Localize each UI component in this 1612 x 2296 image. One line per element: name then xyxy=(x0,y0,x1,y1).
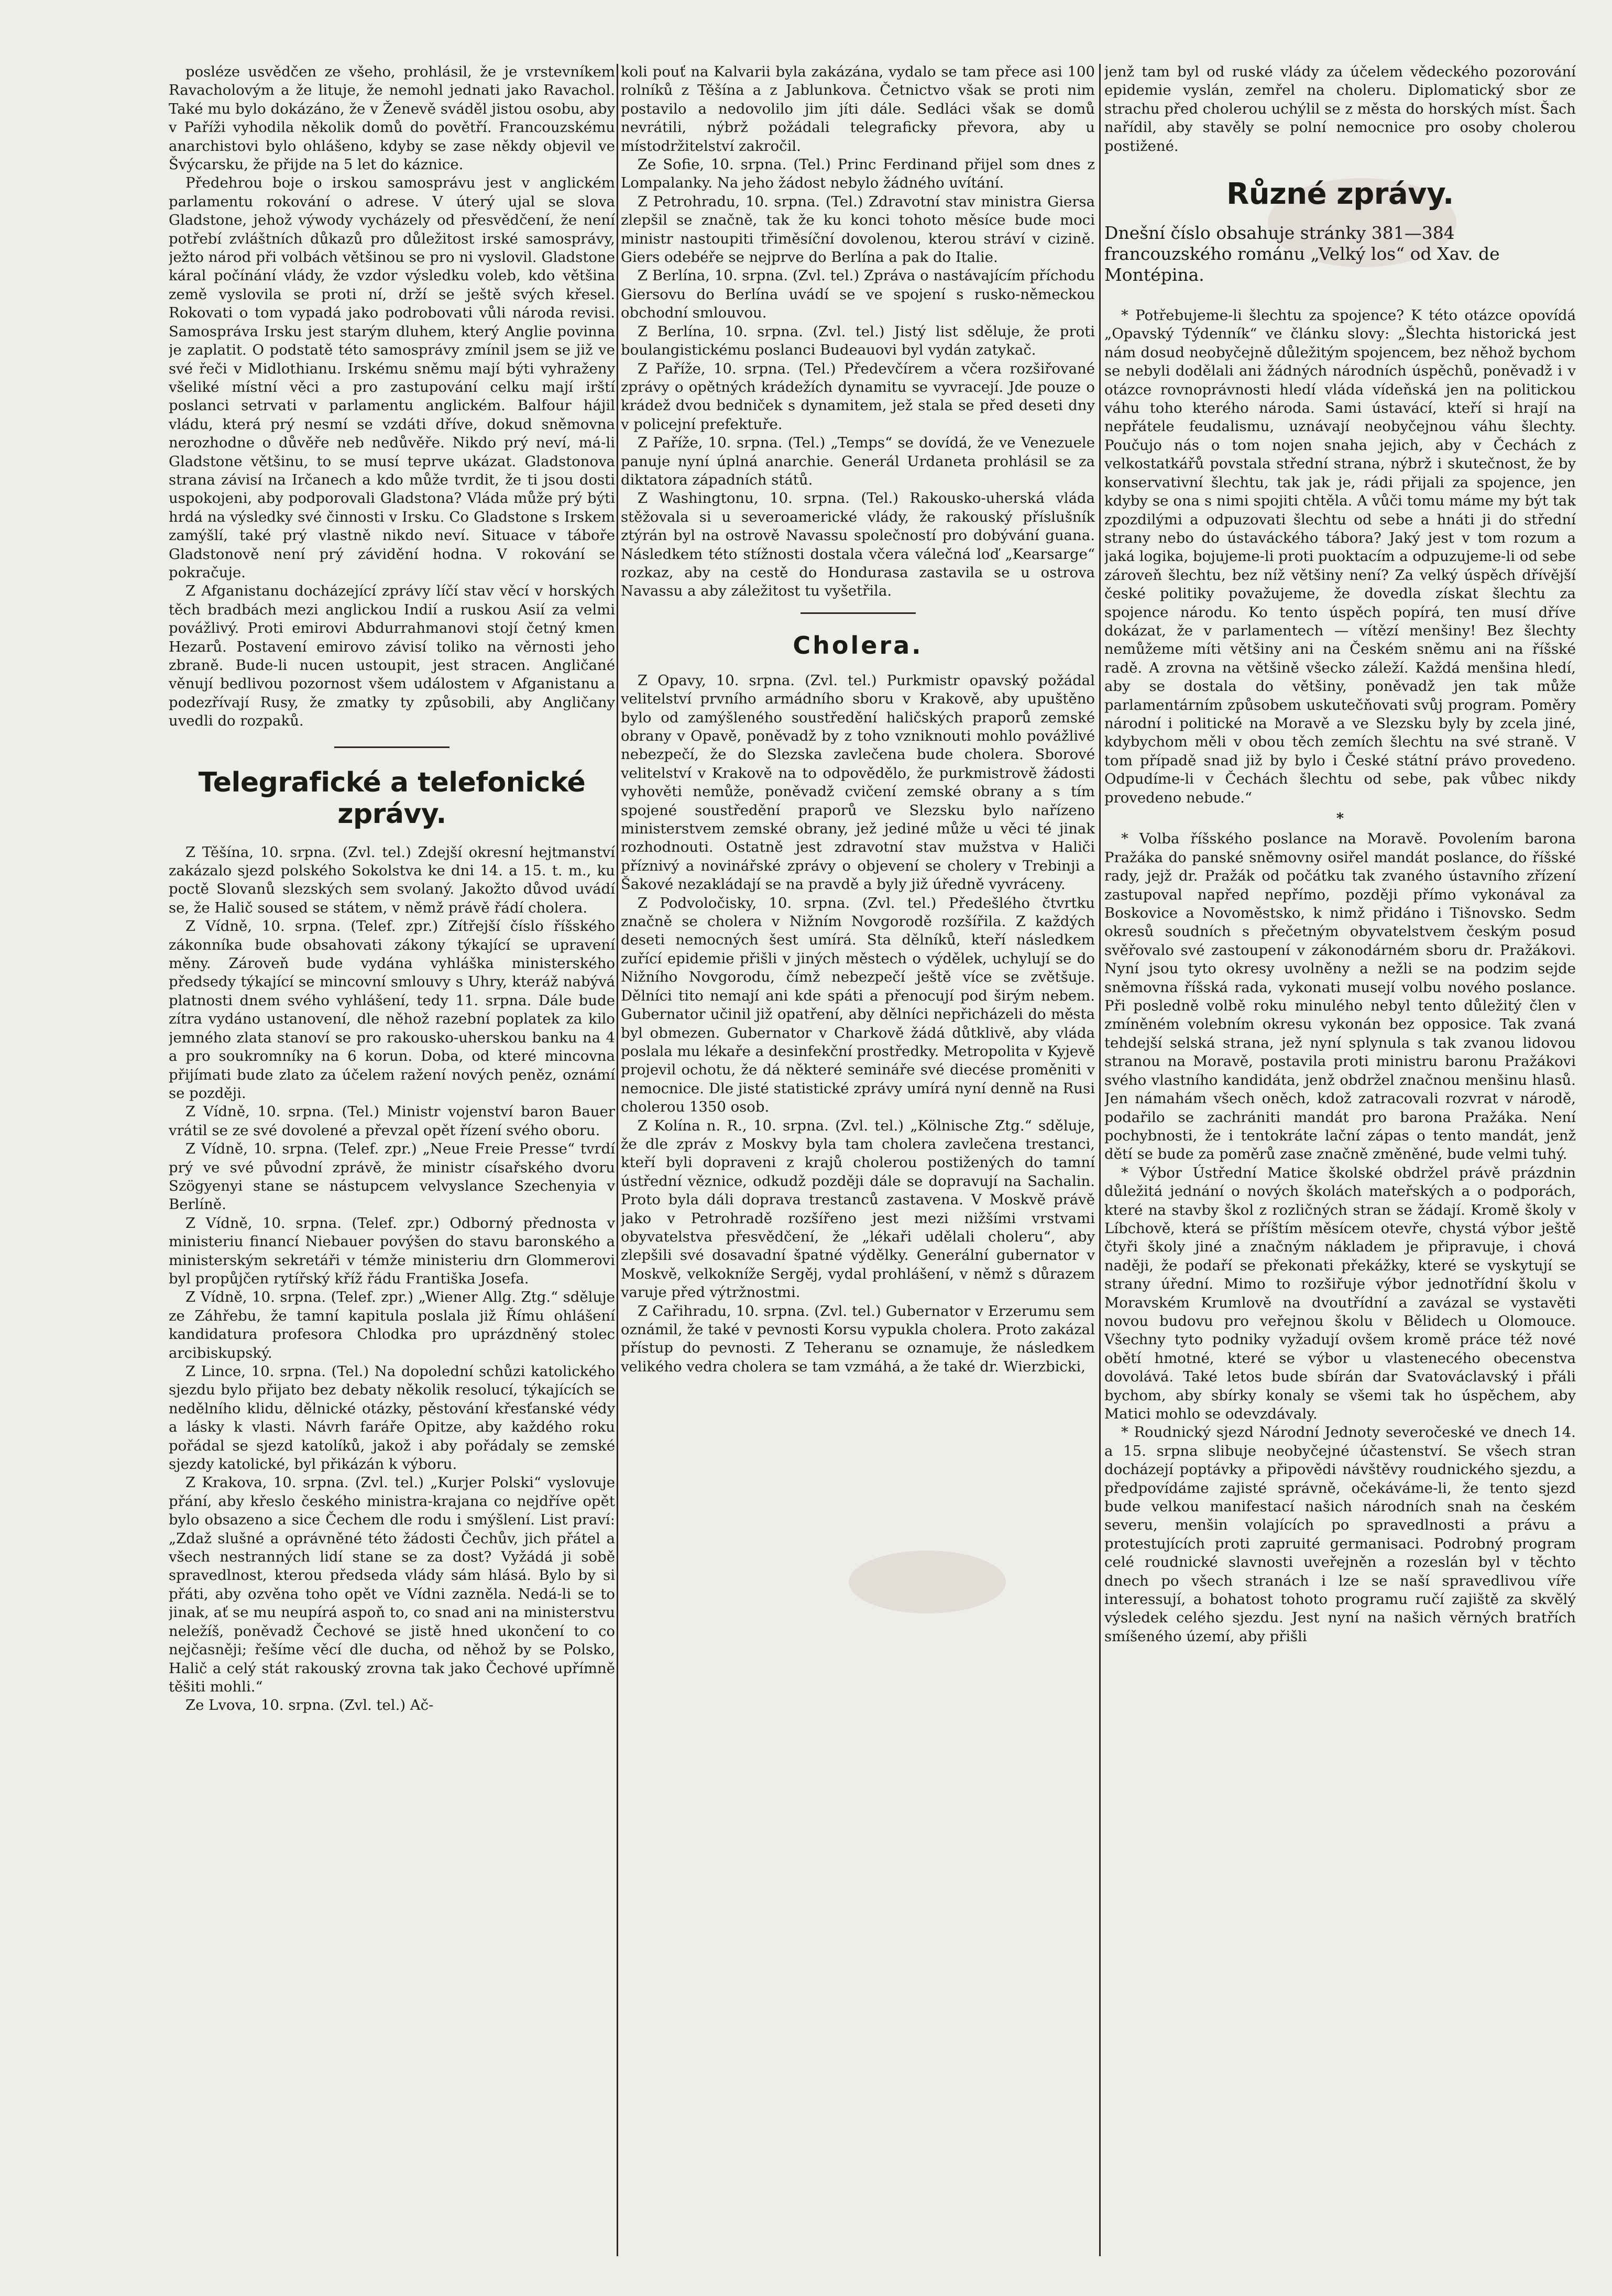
section-heading: Telegrafické a telefonické zprávy. xyxy=(198,766,586,830)
news-item: * Roudnický sjezd Národní Jednoty severočeské ve dnech 14. a 15. srpna slibuje neobyčejné účastenství. Se všech stran docházejí poptávky a připovědi návštěvy roudnického sjezdu, a předpovídáme zajisté správně, očekáváme-li, že tento sjezd bude velkou manifestací našich národních snah na českém severu, menšin volajících po spravedlnosti a právu a protestujících proti zapruité germanisaci. Podrobný program celé roudnické slavnosti uveřejněn a rozeslán byl v těchto dnech po všech stranách i lze se naší spravedlivou víře interessují, a bohatost tohoto programu ručí zajiště za skvělý výsledek celého sjezdu. Jest nyní na našich věrných bratřích smíšeného území, aby přišli xyxy=(1104,1424,1576,1645)
news-item: Z Vídně, 10. srpna. (Telef. zpr.) Odborný přednosta v ministeriu financí Niebauer povýšen do stavu baronského a ministerským sekretáři v témže ministeriu drn Glommerovi byl propůjčen rytířský kříž řádu Františka Josefa. xyxy=(169,1214,615,1287)
news-item: Z Washingtonu, 10. srpna. (Tel.) Rakousko-uherská vláda stěžovala si u severoamerické vlády, že rakouský příslušník ztýrán byl na ostrově Navassu společností pro dobývání guana. Následkem této stížnosti dostala včera válečná loď „Kearsarge“ rozkaz, aby na cestě do Hondurasa zastavila se u ostrova Navassu a aby záležitost tu vyšetřila. xyxy=(621,490,1095,600)
column-rule xyxy=(1099,64,1101,2256)
news-item: Ze Sofie, 10. srpna. (Tel.) Princ Ferdinand přijel som dnes z Lompalanky. Na jeho žádost nebylo žádného uvítání. xyxy=(621,156,1095,192)
column-2 xyxy=(621,63,1095,2258)
article-paragraph: Z Afganistanu docházející zprávy líčí stav věcí v horských těch bradbách mezi anglickou Indií a ruskou Asií za velmi povážlivý. Proti emirovi Abdurrahmanovi stojí četný kmen Hezarů. Postavení emirovo závisí toliko na věrnosti jeho zbraně. Bude-li nucen ustoupit, jest stracen. Angličané věnují bedlivou pozornost všem událostem v Afganistanu a podezřívají Rusy, že zmatky ty způsobili, aby Angličany uvedli do rozpaků. xyxy=(169,583,615,730)
news-item: Z Cařihradu, 10. srpna. (Zvl. tel.) Gubernator v Erzerumu sem oznámil, že také v pevnosti Korsu vypukla cholera. Proto zakázal přístup do pevnosti. Z Teheranu se oznamuje, že následkem velikého vedra cholera se tam vzmáhá, a že také dr. Wierzbicki, xyxy=(621,1302,1095,1375)
column-1 xyxy=(169,63,615,2258)
article-paragraph: Předehrou boje o irskou samosprávu jest v anglickém parlamentu rokování o adrese. V úterý ujal se slova Gladstone, jehož výwody vycházely od přesvědčení, že není potřebí zvláštních důkazů pro důležitost irské samosprávy, ježto národ při volbách většinou se pro ni vyslovil. Gladstone káral počínání vlády, že vzdor výsledku voleb, kdo většina země vyslovila se proti ní, drží se ještě svých křesel. Rokovati o tom vypadá jako podrobovati vůli národa revisi. Samospráva Irsku jest starým dluhem, který Anglie povinna je zaplatit. O podstatě této samosprávy zmínil jsem se již ve své řeči v Midlothianu. Irskému sněmu mají býti vyhraženy všeliké místní věci a pro zastupování celku mají irští poslanci setrvati v parlamentu anglickém. Balfour hájil vládu, která prý nesmí se vzdáti dříve, dokud sněmovna nerozhodne o důvěře neb nedůvěře. Nikdo prý neví, má-li Gladstone většinu, to se musí teprve ukázat. Gladstonova strana závisí na Irčanech a kdo může tvrdit, že ti jsou dosti uspokojeni, aby podporovali Gladstona? Vláda může prý býti hrdá na výsledky své činnosti v Irsku. Co Gladstone s Irskem zamýšlí, také prý vlastně nikdo neví. Situace v táboře Gladstonově není prý závidění hodna. V rokování se pokračuje. xyxy=(169,174,615,581)
news-item: Z Vídně, 10. srpna. (Telef. zpr.) Zítřejší číslo říšského zákonníka bude obsahovati zákony týkající se upravení měny. Zároveň bude vydána vyhláška ministerského předsedy týkající se mincovní smlouvy s Uhry, kteráž nabývá platnosti dnem svého vyhlášení, tedy 11. srpna. Dále bude zítra vydáno ustanovení, dle něhož razební poplatek za kilo jemného zlata stanoví se pro rakousko-uherskou banku na 4 a pro soukromníky na 6 korun. Doba, od které mincovna přijímati bude zlato za účelem ražení nových peněz, oznámí se později. xyxy=(169,918,615,1102)
section-heading: Cholera. xyxy=(793,631,923,660)
news-item: Ze Lvova, 10. srpna. (Zvl. tel.) Ač- xyxy=(185,1697,434,1714)
column-3 xyxy=(1104,63,1576,2258)
news-item: Z Podvoločisky, 10. srpna. (Zvl. tel.) Předešlého čtvrtku značně se cholera v Nižním Novgorodě rozšířila. Z každých deseti nemocných šest umírá. Sta dělníků, kteří následkem zuřící epidemie přišli v jiných městech o výdělek, uchylují se do Nižního Novgorodu, čímž nebezpečí ještě více se zvětšuje. Dělníci tito nemají ani kde spáti a přenocují pod širým nebem. Gubernator učinil již opatření, aby dělníci nepřicházeli do města byl obmezen. Gubernator v Charkově žádá důtklivě, aby vláda poslala mu lékaře a desinfekční prostředky. Metropolita v Kyjevě projevil ochotu, že dá některé semináře své diecése proměniti v nemocnice. Dle jisté statistické zprávy umírá nyní denně na Rusi cholerou 1350 osob. xyxy=(621,894,1095,1116)
news-item: Z Kolína n. R., 10. srpna. (Zvl. tel.) „Kölnische Ztg.“ sděluje, že dle zpráv z Moskvy byla tam cholera zavlečena trestanci, kteří byli dopraveni z krajů cholerou postižených do tamní ústřední věznice, odkudž později dále se dopravují na Sachalin. Proto byla dáli doprava trestanců zastavena. V Moskvě právě jako v Petrohradě rozšířeno jest mezi nižšími vrstvami obyvatelstva přesvědčení, že „lékaři udělali choleru“, aby zlepšili své dosavadní špatné výdělky. Generální gubernator v Moskvě, velkokníže Sergěj, vydal prohlášení, v němž s důrazem varuje před výtržnostmi. xyxy=(621,1117,1095,1301)
article-paragraph: koli pouť na Kalvarii byla zakázána, vydalo se tam přece asi 100 rolníků z Těšína a z Jablunkova. Četnictvo však se proti nim postavilo a nedovolilo jim jíti dále. Sedláci však se domů nevrátili, nýbrž požádali telegraficky převora, aby u místodržitelství zakročil. xyxy=(621,63,1095,155)
news-item: Z Paříže, 10. srpna. (Tel.) „Temps“ se dovídá, že ve Venezuele panuje nyní úplná anarchie. Generál Urdaneta prohlásil se za diktatora západních států. xyxy=(621,434,1095,488)
news-item: Z Těšína, 10. srpna. (Zvl. tel.) Zdejší okresní hejtmanství zakázalo sjezd polského Sokolstva ke dni 14. a 15. t. m., ku poctě Slovanů slezských sem svolaný. Jakožto důvod uvádí se, že Halič soused se státem, v němž právě řádí cholera. xyxy=(169,843,615,916)
section-heading: Různé zprávy. xyxy=(1226,177,1454,212)
section-divider xyxy=(800,612,916,614)
news-item: * Volba říšského poslance na Moravě. Povolením barona Pražáka do panské sněmovny osiřel mandát poslance, do říšské rady, jejž dr. Pražák od počátku tak zvaného ústavního zřízení zastupoval napřed nepřímo, později přímo vykonával za Boskovice a Novoměstsko, k nimž přidáno i Tišnovsko. Sedm okresů soudních s přečetným obyvatelstvem českým posud svěřovalo své zastoupení v zákonodárném sboru dr. Pražákovi. Nyní jsou tyto okresy uvolněny a nežli se na podzim sejde sněmovna říšská rada, vykonati musejí volbu nového poslance. Při posledně volbě roku minulého nebyl tento důležitý člen v zmíněném volebním okresu vykonán bez opposice. Tak zvaná tehdejší selská strana, jež nyní splynula s tak zvanou lidovou stranou na Moravě, postavila proti ministru baronu Pražákovi svého vlastního kandidáta, jenž obdržel značnou menšinu hlasů. Jen námahám všech oněch, kdož zatracovali rozvrat v národě, podařilo se zachrániti mandát pro barona Pražáka. Není pochybnosti, že i tentokráte lační zápas o tento mandát, jenž dětí se bude za poměrů zase značně změněné, bude velmi tuhý. xyxy=(1104,830,1576,1163)
section-divider xyxy=(334,746,449,748)
news-item: Z Petrohradu, 10. srpna. (Tel.) Zdravotní stav ministra Giersa zlepšil se značně, tak že ku konci tohoto měsíce bude moci ministr nastoupiti třiměsíční dovolenou, kterou stráví v cizině. Giers odebéře se nejprve do Berlína a pak do Italie. xyxy=(621,193,1095,266)
news-item: Z Paříže, 10. srpna. (Tel.) Předevčírem a včera rozšiřované zprávy o opětných krádežích dynamitu se vyvracejí. Jde pouze o krádež dvou bedniček s dynamitem, jež stala se před deseti dny v policejní prefektuře. xyxy=(621,360,1095,433)
article-paragraph: posléze usvědčen ze všeho, prohlásil, že je vrstevníkem Ravacholovým a že lituje, že nemohl jednati jako Ravachol. Také mu bylo dokázáno, že v Ženevě sváděl jistou osobu, aby v Paříži vyhodila několik domů do povětří. Francouzskému anarchistovi bylo ohlášeno, kdyby se zase někdy objevil ve Švýcarsku, že přijde na 5 let do káznice. xyxy=(169,63,615,173)
news-item: Z Krakova, 10. srpna. (Zvl. tel.) „Kurjer Polski“ vyslovuje přání, aby křeslo českého ministra-krajana co nejdříve opět bylo obsazeno a sice Čechem dle rodu i smýšlení. List praví: „Zdaž slušné a oprávněné této žádosti Čechův, jich přátel a všech nestranných lidí stane se za dost? Vyžádá ji sobě spravedlnost, kterou předseda vlády sám hlásá. Bylo by si přáti, aby ozvěna toho opět ve Vídni zazněla. Nedá-li se to jinak, ať se mu neupírá aspoň to, co snad ani na ministerstvu neležíš, poněvadž Čechové se jistě hned ukončení to co nejčasněji; řešíme věcí dle ducha, od něhož by se Polsko, Halič a celý stát rakouský zrovna tak jako Čechové upřímně těšiti mohli.“ xyxy=(169,1474,615,1695)
news-item: Z Vídně, 10. srpna. (Tel.) Ministr vojenství baron Bauer vrátil se ze své dovolené a převzal opět řízení svého oboru. xyxy=(169,1103,615,1139)
news-item: Z Vídně, 10. srpna. (Telef. zpr.) „Neue Freie Presse“ tvrdí prý ve své původní zprávě, že ministr císařského dvoru Szögyenyi stane se nástupcem velvyslance Szechenyia v Berlíně. xyxy=(169,1140,615,1213)
column-rule xyxy=(617,64,618,2256)
news-item: Z Berlína, 10. srpna. (Zvl. tel.) Jistý list sděluje, že proti boulangistickému poslanci Budeauovi byl vydán zatykač. xyxy=(621,323,1095,359)
news-item: Z Berlína, 10. srpna. (Zvl. tel.) Zpráva o nastávajícím příchodu Giersovu do Berlína uvádí se ve spojení s rusko-německou obchodní smlouvou. xyxy=(621,267,1095,322)
news-item: * Výbor Ústřední Matice školské obdržel právě prázdnin důležitá jednání o nových školách mateřských a o podporách, které na stavby škol z rozličných stran se žádají. Kromě školy v Líbchově, která se příštím měsícem otevře, chystá výbor ještě čtyři školy jiné a značným nákladem je připravuje, i chová naději, že podaří se překonati překážky, které se vyskytují se strany úřední. Mimo to rozšiřuje výbor jednotřídní školu v Moravském Krumlově na dvoutřídní a zavázal se vystavěti novou budovu pro veřejnou školu v Bělidech u Olomouce. Všechny tyto podniky vyžadují ovšem kromě práce též nové obětí hmotné, které se výbor u vlastenecého obecenstva dovolává. Také letos bude sbírán dar Svatováclavský i přáli bychom, aby sbírky konaly se všemi tak ho úspěchem, aby Matici mohlo se odevzdávaly. xyxy=(1104,1164,1576,1422)
news-item: Z Vídně, 10. srpna. (Telef. zpr.) „Wiener Allg. Ztg.“ sděluje ze Záhřebu, že tamní kapitula poslala již Římu ohlášení kandidatura profesora Chlodka pro uprázdněný stolec arcibiskupský. xyxy=(169,1289,615,1361)
news-item: * Potřebujeme-li šlechtu za spojence? K této otázce opovídá „Opavský Týdenník“ ve článku slovy: „Šlechta historická jest nám dosud neobyčejně důležitým spojencem, bez něhož bychom se nebyli dodělali ani žádných národních úspěchů, poněvadž i v otázce rovnoprávnosti hledí vláda vídeňská jen na politickou váhu toho kterého národa. Sami ústavácí, kteří si hrají na nepřátele feudalismu, uznávají neobyčejnou váhu šlechty. Poučujo nás o tom nojen snaha jejich, aby v Čechách z velkostatkářů povstala střední strana, nýbrž i skutečnost, že by konservativní šlechtu, tak jak je, rádi přijali za spojence, jen kdyby se ona s nimi spojiti chtěla. A vůči tomu máme my být tak zpozdilými a odpuzovati šlechtu od sebe a hnáti ji do střední strany nebo do ústaváckého tábora? Jaký jest v tom rozum a jaká logika, bojujeme-li proti puoktacím a odpuzujeme-li od sebe zároveň šlechtu, bez níž většiny není? Za velký úspěch dřívější české politiky považujeme, že dovedla získat šlechtu za spojence národu. Ko tento úspěch popírá, ten musí dříve dokázat, že v parlamentech — vítězí menšiny! Bez šlechty nemůžeme míti většiny ani na Českém sněmu ani na říšské radě. A zrovna na většině všecko záleží. Každá menšina hledí, aby se dostala do většiny, poněvadž jen tak může parlamentárním způsobem uskutečňovati svůj program. Poměry národní i politické na Moravě a ve Slezsku byly by zcela jiné, kdybychom měli v obou těch zemích šlechtu na své straně. V tom případě snad již by bylo i České státní právo provedeno. Odpudíme-li v Čechách šlechtu od sebe, pak vůbec nikdy provedeno nebude.“ xyxy=(1104,307,1576,806)
news-item: Z Opavy, 10. srpna. (Zvl. tel.) Purkmistr opavský požádal velitelství prvního armádního sboru v Krakově, aby upuštěno bylo od zamýšleného soustředění haličských praporů zemské obrany v Opavě, poněvadž by z toho vzniknouti mohlo povážlivé nebezpečí, že do Slezska zavlečena bude cholera. Sborové velitelství v Krakově na to odpovědělo, že purkmistrově žádosti vyhověti nemůže, poněvadž cvičení zemské obrany a s tím spojené soustředění praporů ve Slezsku bylo nařízeno ministerstvem zemské obrany, jež jediné může u věci té jinak rozhodnouti. Ostatně jest zdravotní stav mužstva v Haliči příznivý a novinářské zprávy o objevení se cholery v Trebinji a Šakové nezakládají se na pravdě a byly již úředně vyvráceny. xyxy=(621,672,1095,893)
news-item: Z Lince, 10. srpna. (Tel.) Na dopolední schůzi katolického sjezdu bylo přijato bez debaty několik resolucí, týkajících se nedělního klidu, dělnické otázky, pěstování křesťanské védy a lásky k vlasti. Návrh faráře Opitze, aby každého roku pořádal se sjezd katolíků, jakož i aby pořádaly se zemské sjezdy katolické, byl přikázán k výboru. xyxy=(169,1363,615,1473)
novel-notice: Dnešní číslo obsahuje stránky 381—384 francouzského románu „Velký los“ od Xav. de Montépina. xyxy=(1104,223,1500,285)
article-paragraph: jenž tam byl od ruské vlády za účelem vědeckého pozorování epidemie vyslán, zemřel na choleru. Diplomatický sbor ze strachu před cholerou uchýlil se z města do horských míst. Šach nařídil, aby stavěly se polní nemocnice pro osoby cholerou postižené. xyxy=(1104,63,1576,155)
separator-star: * xyxy=(1336,810,1344,827)
